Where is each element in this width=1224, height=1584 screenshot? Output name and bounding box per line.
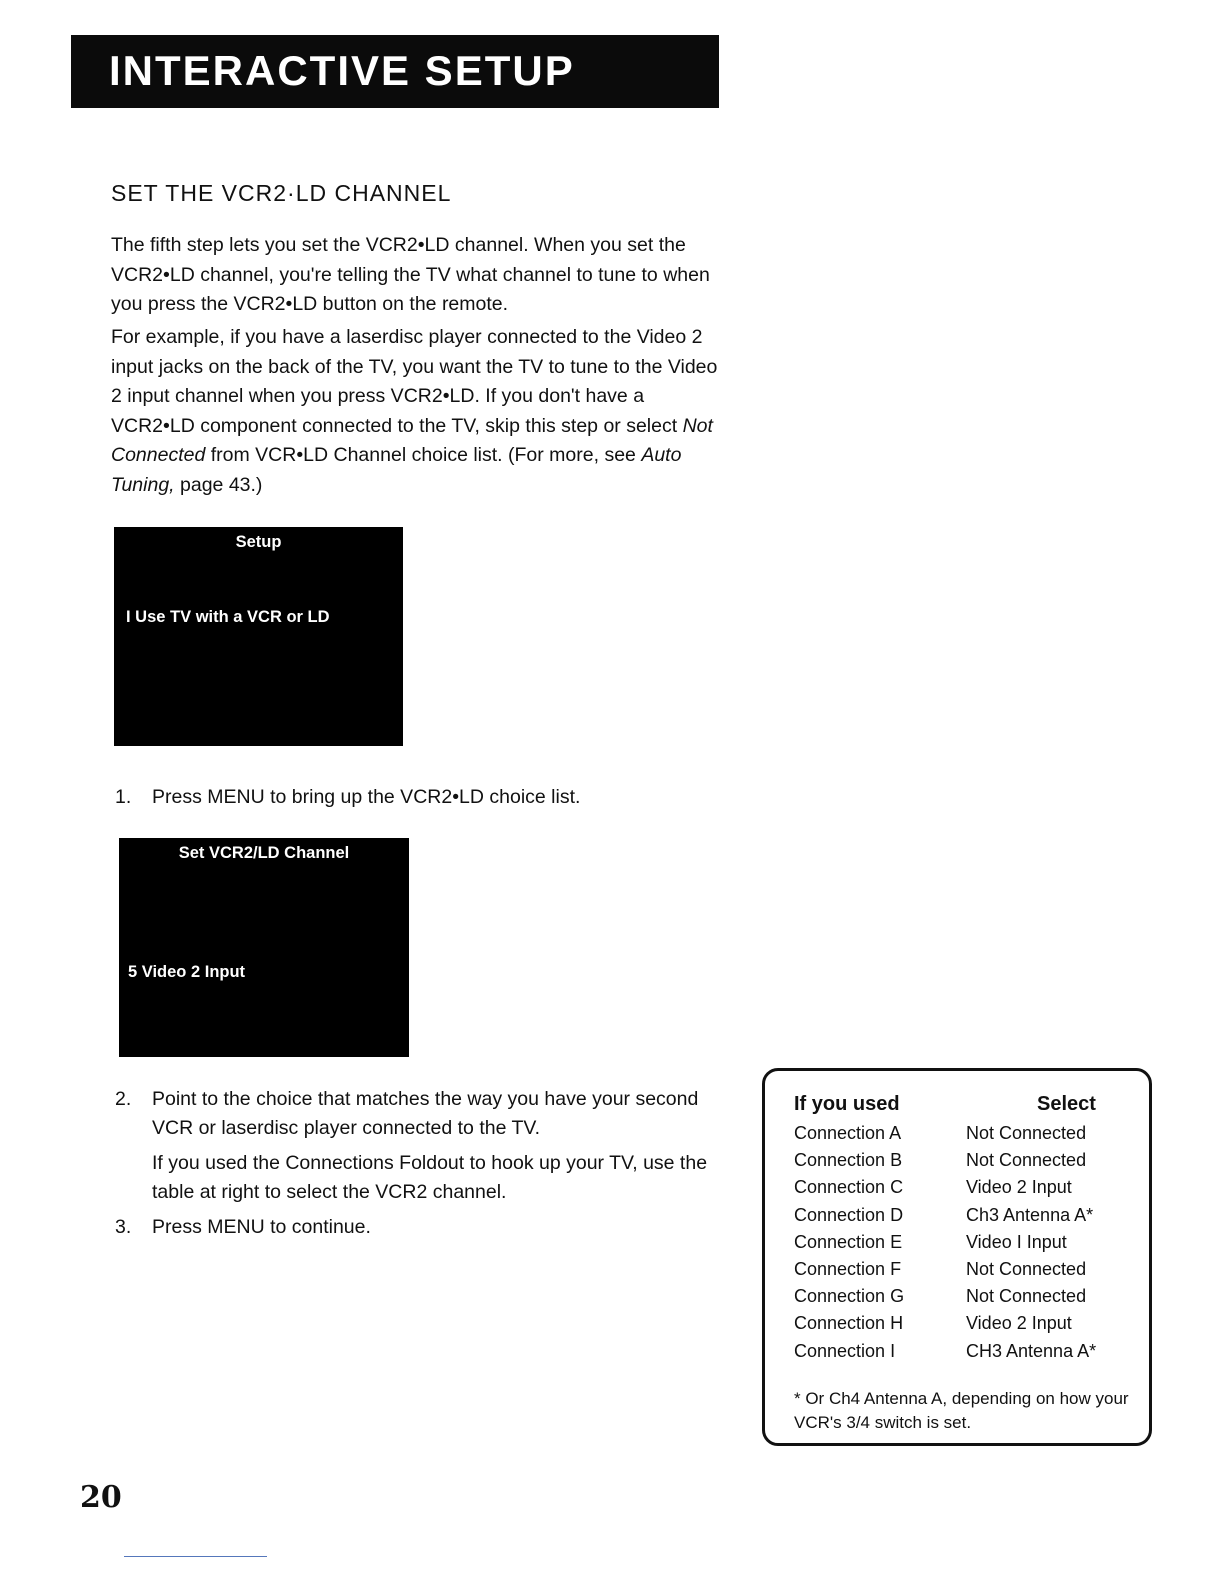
table-cell-select: Not Connected: [966, 1286, 1087, 1307]
table-row: [765, 1232, 1149, 1259]
table-cell-select: Video 2 Input: [966, 1313, 1072, 1334]
step-1-number: 1.: [115, 786, 132, 808]
not-connected-emphasis: Not Connected: [111, 414, 713, 466]
table-row: [765, 1313, 1149, 1340]
step-1-text: Press MENU to bring up the VCR2•LD choice list.: [152, 786, 581, 808]
table-header-select: Select: [1037, 1093, 1096, 1115]
page-number: 20: [80, 1480, 122, 1515]
step-2-text: Point to the choice that matches the way you have your second VCR or laserdisc player connected to the TV.: [152, 1088, 699, 1139]
table-cell-used: Connection G: [794, 1286, 905, 1307]
table-row: [765, 1123, 1149, 1150]
table-cell-select: Not Connected: [966, 1150, 1087, 1171]
table-cell-used: Connection F: [794, 1259, 902, 1279]
table-cell-used: Connection D: [794, 1204, 904, 1225]
intro-paragraph: The fifth step lets you set the VCR2•LD channel. When you set the VCR2•LD channel, you're telling the TV what channel to tune to when you press the VCR2•LD button on the remote.: [111, 234, 710, 315]
section-title: SET THE VCR2·LD CHANNEL: [111, 180, 452, 206]
footer-rule: [124, 1556, 267, 1557]
table-cell-select: Not Connected: [966, 1123, 1087, 1143]
table-cell-used: Connection C: [794, 1177, 904, 1198]
table-row: [765, 1177, 1149, 1204]
table-cell-select: Ch3 Antenna A*: [966, 1204, 1094, 1225]
table-cell-used: Connection B: [794, 1150, 903, 1171]
table-cell-used: Connection H: [794, 1313, 904, 1334]
setup-menu-title: Setup: [235, 533, 282, 551]
setup-menu-screen: [114, 527, 403, 746]
setup-menu-item: I Use TV with a VCR or LD: [126, 608, 330, 626]
connection-table: [762, 1068, 1152, 1446]
step-3-number: 3.: [115, 1216, 132, 1238]
vcr2-channel-selected-item: 5 Video 2 Input: [128, 963, 246, 981]
example-text-start: For example, if you have a laserdisc player connected to the Video 2 input jacks on the back of the TV, you want the TV to tune to the Video 2 input channel when you press VCR2•LD. If you don't have a VCR2•LD component connected to the TV, skip this step or select: [111, 326, 718, 437]
auto-tuning-reference: Auto Tuning,: [111, 444, 682, 496]
table-cell-used: Connection A: [794, 1123, 902, 1143]
table-cell-used: Connection I: [794, 1340, 896, 1361]
table-cell-select: Video I Input: [966, 1231, 1067, 1252]
vcr2-channel-screen: [119, 838, 409, 1057]
step-3-text: Press MENU to continue.: [152, 1216, 371, 1238]
table-cell-used: Connection E: [794, 1231, 903, 1252]
table-cell-select: Video 2 Input: [966, 1177, 1072, 1198]
table-cell-select: Not Connected: [966, 1259, 1087, 1279]
example-text-end: page 43.): [174, 473, 263, 496]
table-footnote: * Or Ch4 Antenna A, depending on how your VCR's 3/4 switch is set.: [794, 1389, 1129, 1432]
table-header-used: If you used: [794, 1093, 900, 1115]
table-row: [765, 1205, 1149, 1232]
table-cell-select: CH3 Antenna A*: [966, 1340, 1097, 1361]
example-paragraph: [111, 323, 731, 500]
page-title: INTERACTIVE SETUP: [109, 47, 575, 94]
example-text-mid: from VCR•LD Channel choice list. (For more, see: [205, 444, 642, 466]
header-bar: [71, 35, 719, 108]
table-row: [765, 1150, 1149, 1177]
step-2-note-text: If you used the Connections Foldout to hook up your TV, use the table at right to select the VCR2 channel.: [152, 1152, 708, 1203]
table-row: [765, 1259, 1149, 1286]
vcr2-channel-title: Set VCR2/LD Channel: [178, 844, 350, 862]
table-row: [765, 1341, 1149, 1368]
table-row: [765, 1286, 1149, 1313]
step-2-number: 2.: [115, 1088, 132, 1110]
